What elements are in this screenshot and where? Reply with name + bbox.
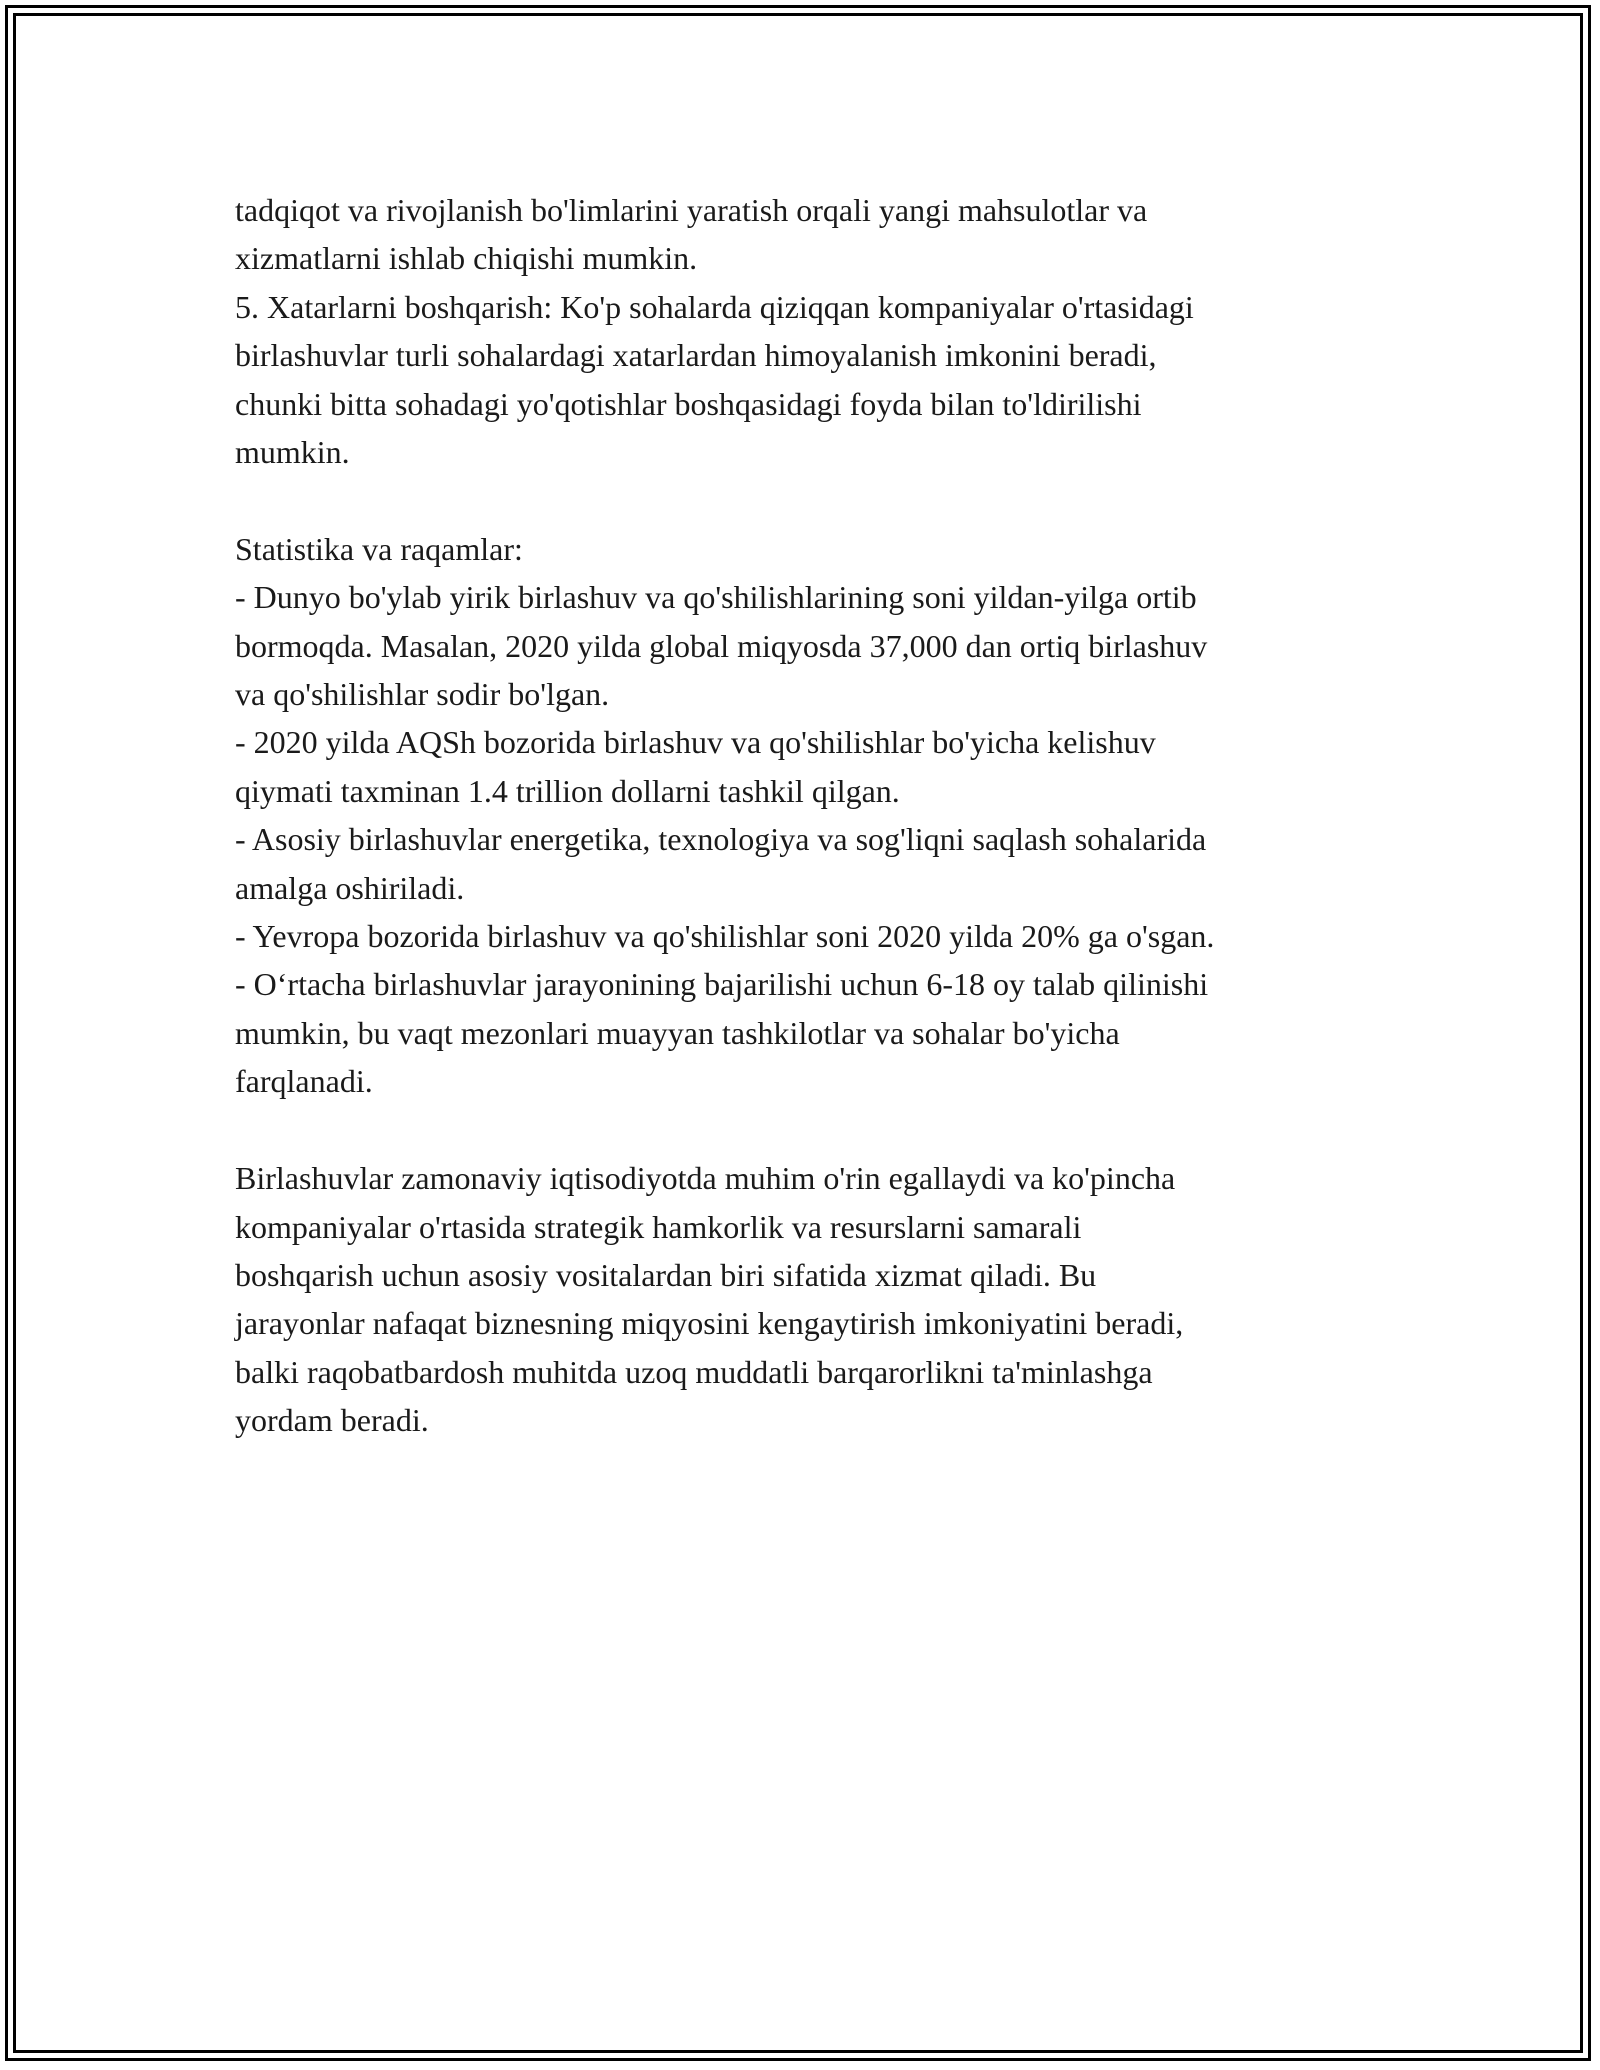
text-line: tadqiqot va rivojlanish bo'limlarini yaratish orqali yangi mahsulotlar va bbox=[235, 192, 1148, 228]
text-line: mumkin, bu vaqt mezonlari muayyan tashkilotlar va sohalar bo'yicha bbox=[235, 1014, 1120, 1051]
text-line: kompaniyalar o'rtasida strategik hamkorlik va resurslarni samarali bbox=[235, 1208, 1082, 1245]
text-line: farqlanadi. bbox=[235, 1063, 373, 1100]
text-line: amalga oshiriladi. bbox=[235, 869, 465, 906]
text-line: mumkin. bbox=[235, 434, 350, 471]
text-line: chunki bitta sohadagi yo'qotishlar boshqasidagi foyda bilan to'ldirilishi bbox=[235, 385, 1142, 422]
list-item-risk-management bbox=[235, 283, 1395, 477]
text-line: balki raqobatbardosh muhitda uzoq muddatli barqarorlikni ta'minlashga bbox=[235, 1353, 1153, 1390]
text-line: va qo'shilishlar sodir bo'lgan. bbox=[235, 676, 610, 713]
text-line: - O‘rtacha birlashuvlar jarayonining bajarilishi uchun 6-18 oy talab qilinishi bbox=[235, 966, 1209, 1003]
text-line: jarayonlar nafaqat biznesning miqyosini kengaytirish imkoniyatini beradi, bbox=[235, 1305, 1184, 1342]
text-line: boshqarish uchun asosiy vositalardan biri sifatida xizmat qiladi. Bu bbox=[235, 1256, 1097, 1293]
text-line: birlashuvlar turli sohalardagi xatarlardan himoyalanish imkonini beradi, bbox=[235, 337, 1157, 374]
statistics-section bbox=[235, 525, 1395, 1106]
text-line: xizmatlarni ishlab chiqishi mumkin. bbox=[235, 240, 698, 277]
statistics-heading: Statistika va raqamlar: bbox=[235, 530, 523, 567]
text-line: - Asosiy birlashuvlar energetika, texnologiya va sog'liqni saqlash sohalarida bbox=[235, 821, 1207, 858]
document-body bbox=[235, 186, 1395, 1445]
text-line: qiymati taxminan 1.4 trillion dollarni tashkil qilgan. bbox=[235, 772, 900, 809]
text-line: yordam beradi. bbox=[235, 1402, 429, 1439]
text-line: - Yevropa bozorida birlashuv va qo'shilishlar soni 2020 yilda 20% ga o'sgan. bbox=[235, 918, 1215, 955]
text-line: 5. Xatarlarni boshqarish: Ko'p sohalarda qiziqqan kompaniyalar o'rtasidagi bbox=[235, 288, 1194, 325]
text-line: Birlashuvlar zamonaviy iqtisodiyotda muhim o'rin egallaydi va ko'pincha bbox=[235, 1160, 1176, 1197]
paragraph-gap bbox=[235, 1106, 1395, 1154]
paragraph-intro bbox=[235, 186, 1395, 283]
paragraph-gap bbox=[235, 476, 1395, 524]
text-line: - Dunyo bo'ylab yirik birlashuv va qo'shilishlarining soni yildan-yilga ortib bbox=[235, 579, 1197, 616]
paragraph-conclusion bbox=[235, 1154, 1395, 1444]
text-line: bormoqda. Masalan, 2020 yilda global miqyosda 37,000 dan ortiq birlashuv bbox=[235, 627, 1208, 664]
text-line: - 2020 yilda AQSh bozorida birlashuv va qo'shilishlar bo'yicha kelishuv bbox=[235, 724, 1156, 761]
